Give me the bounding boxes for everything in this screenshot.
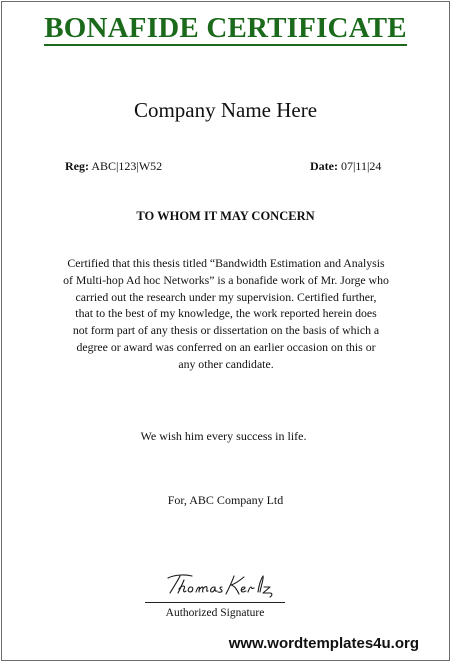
wish-text: We wish him every success in life. bbox=[140, 429, 307, 443]
company-name: Company Name Here bbox=[133, 98, 318, 122]
signature-label: Authorized Signature bbox=[165, 607, 265, 619]
body-line: Certified that this thesis titled “Bandwidth Estimation and Analysis bbox=[67, 256, 385, 270]
signature-image bbox=[162, 570, 282, 598]
salutation-heading: TO WHOM IT MAY CONCERN bbox=[136, 209, 315, 223]
date-value: 07|11|24 bbox=[340, 159, 382, 173]
body-line: any other candidate. bbox=[178, 356, 274, 371]
reg-field bbox=[65, 159, 162, 173]
reg-value: ABC|123|W52 bbox=[91, 159, 163, 173]
reg-label: Reg: bbox=[65, 159, 89, 173]
body-line: carried out the research under my supervision. Certified further, bbox=[75, 289, 377, 304]
website-watermark: www.wordtemplates4u.org bbox=[228, 635, 419, 652]
date-field bbox=[310, 159, 381, 173]
certificate-title-text: BONAFIDE CERTIFICATE bbox=[44, 12, 407, 44]
body-line: degree or award was conferred on an earlier occasion on this or bbox=[76, 339, 376, 354]
issuer-text: For, ABC Company Ltd bbox=[167, 493, 284, 507]
date-label: Date: bbox=[310, 159, 338, 173]
certificate-page bbox=[1, 1, 450, 661]
certificate-title bbox=[2, 11, 449, 46]
body-line: of Multi-hop Ad hoc Networks” is a bonafide work of Mr. Jorge who bbox=[63, 272, 389, 287]
body-line: that to the best of my knowledge, the work reported herein does bbox=[75, 306, 377, 321]
signature-line bbox=[145, 602, 285, 603]
certificate-body bbox=[52, 255, 400, 373]
body-line: not form part of any thesis or dissertation on the basis of which a bbox=[72, 323, 380, 338]
